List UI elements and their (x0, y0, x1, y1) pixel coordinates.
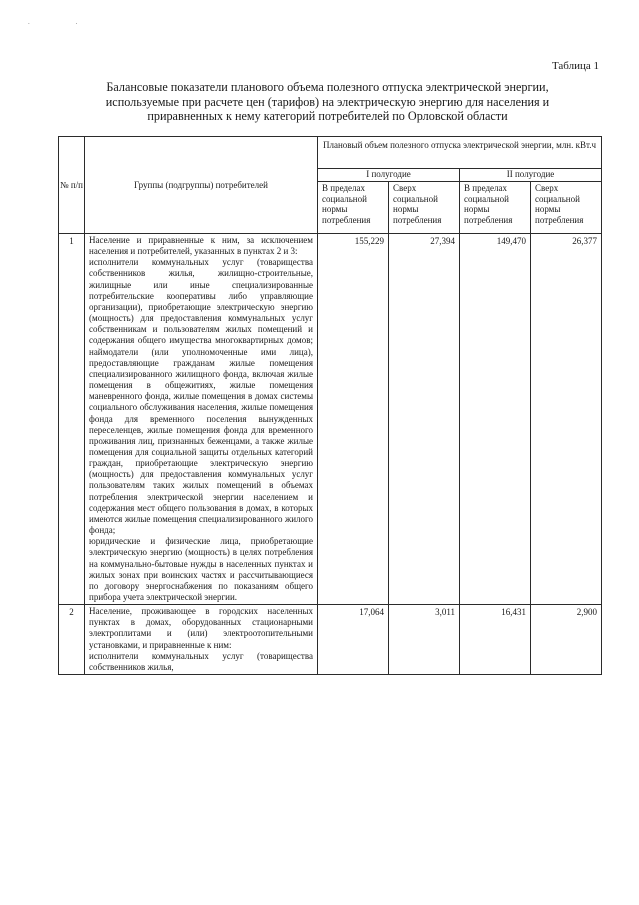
document-title: Балансовые показатели планового объема полезного отпуска электрической энергии, используемые при расчете цен (тарифов) на электрическую энергию для населения и приравненных к нему категорий потребителей по Орловской области (105, 80, 550, 123)
value-h2-within: 149,470 (460, 234, 531, 605)
header-group: Группы (подгруппы) потребителей (85, 137, 318, 234)
header-half-2: II полугодие (460, 169, 602, 182)
header-within-1: В пределах социальной нормы потребления (318, 182, 389, 234)
value-h1-above: 3,011 (389, 605, 460, 675)
header-above-1: Сверх социальной нормы потребления (389, 182, 460, 234)
value-h2-above: 26,377 (531, 234, 602, 605)
table-row (59, 234, 602, 605)
row-number: 2 (59, 605, 85, 675)
header-above-2: Сверх социальной нормы потребления (531, 182, 602, 234)
header-half-1: I полугодие (318, 169, 460, 182)
value-h1-within: 155,229 (318, 234, 389, 605)
table-row (59, 605, 602, 675)
row-description (85, 234, 318, 605)
balance-table (58, 136, 602, 675)
value-h2-within: 16,431 (460, 605, 531, 675)
row-paragraph: юридические и физические лица, приобретающие электрическую энергию (мощность) в целях потребления на коммунально-бытовые нужды в населенных пунктах и жилых зонах при воинских частях и рассчитывающиеся по договору энергоснабжения по показаниям общего прибора учета электрической энергии. (89, 536, 313, 602)
value-h1-within: 17,064 (318, 605, 389, 675)
row-description (85, 605, 318, 675)
header-num: № п/п (59, 137, 85, 234)
row-paragraph: исполнители коммунальных услуг (товарищества собственников жилья, жилищно-строительные, жилищные или иные специализированные потребительские кооперативы либо управляющие организации), приобретающие электрическую энергию (мощность) для предоставления коммунальных услуг собственникам и пользователям жилых помещений и содержания общего имущества многоквартирных домов; наймодатели (или уполномоченные ими лица), предоставляющие гражданам жилые помещения специализированного жилищного фонда, включая жилые помещения в общежитиях, жилые помещения маневренного фонда, жилые помещения в домах системы социального обслуживания населения, жилые помещения фонда для временного поселения вынужденных переселенцев, жилые помещения фонда для временного проживания лиц, признанных беженцами, а также жилые помещения для социальной защиты отдельных категорий граждан, приобретающие электрическую энергию (мощность) для предоставления коммунальных услуг пользователям таких жилых помещений в объемах потребления электрической энергии населением и содержания мест общего пользования в домах, в которых имеются жилые помещения специализированного жилого фонда; (89, 257, 313, 536)
value-h1-above: 27,394 (389, 234, 460, 605)
row-number: 1 (59, 234, 85, 605)
corner-marks: . . (28, 18, 100, 26)
header-within-2: В пределах социальной нормы потребления (460, 182, 531, 234)
table-label: Таблица 1 (551, 60, 599, 72)
row-paragraph: Население, проживающее в городских населенных пунктах в домах, оборудованных стационарными электроплитами и (или) электроотопительными установками, и приравненные к ним: (89, 606, 313, 650)
value-h2-above: 2,900 (531, 605, 602, 675)
header-volume: Плановый объем полезного отпуска электрической энергии, млн. кВт.ч (318, 137, 602, 169)
row-paragraph: Население и приравненные к ним, за исключением населения и потребителей, указанных в пунктах 2 и 3: (89, 235, 313, 257)
row-paragraph: исполнители коммунальных услуг (товарищества собственников жилья, (89, 650, 313, 672)
